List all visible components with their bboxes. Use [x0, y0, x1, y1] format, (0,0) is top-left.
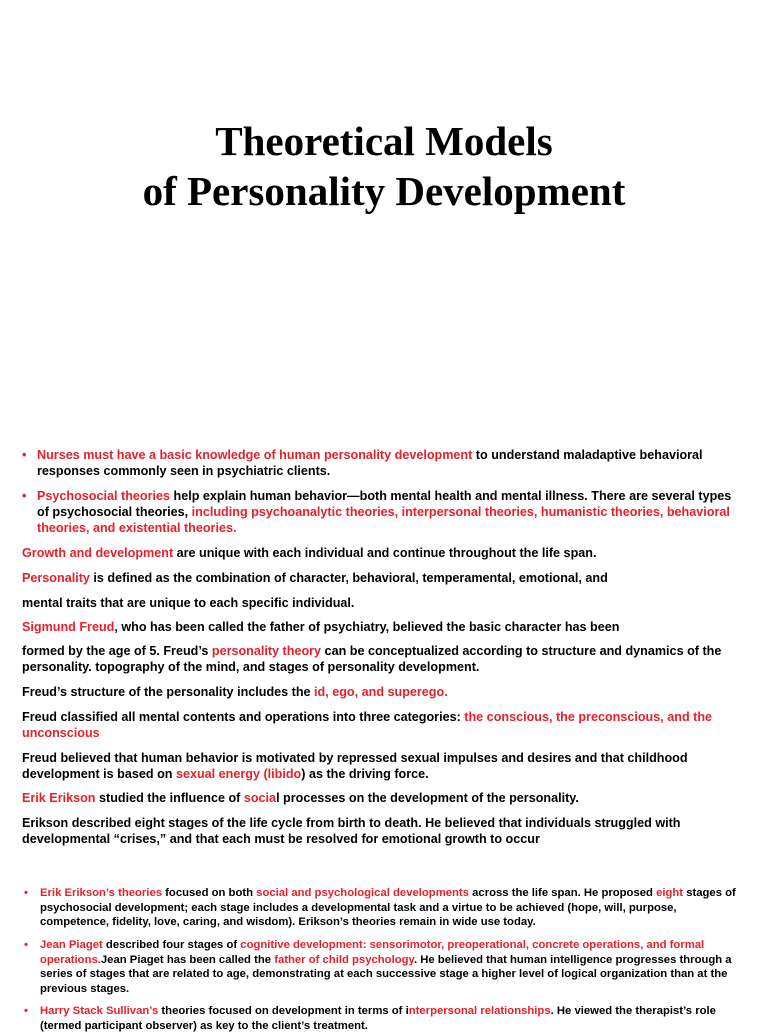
body-text: is defined as the combination of character, behavioral, temperamental, emotional, and	[89, 571, 608, 585]
highlight-text: social and psychological developments	[256, 887, 469, 899]
bullet-jean-piaget	[24, 938, 744, 996]
highlight-text: id, ego, and superego.	[314, 685, 448, 699]
highlight-text: Jean Piaget	[40, 939, 103, 951]
body-text: Erikson described eight stages of the life cycle from birth to death. He believed that individuals struggled with developmental “crises,” and that each must be resolved for emotional growth to occur	[22, 816, 681, 846]
body-text: theories focused on development in terms of i	[158, 1005, 409, 1017]
paragraph-freud-classified	[22, 709, 744, 741]
body-text: stages of psychosocial development; each stage includes a developmental task and a virtue to be achieved (hope, will, purpose, competence, fidelity, love, caring, and wisdom). Erikson’s theories remain in wide use today.	[40, 887, 736, 928]
page-title	[0, 116, 768, 216]
paragraph-freud-structure	[22, 684, 744, 700]
body-text: described four stages of	[102, 939, 241, 951]
body-text: , who has been called the father of psychiatry, believed the basic character has been	[114, 620, 620, 634]
highlight-text: eight	[656, 887, 684, 899]
paragraph-erik-erikson	[22, 790, 744, 806]
body-text: Freud believed that human behavior is motivated by repressed sexual impulses and desires and that childhood development is based on	[22, 751, 688, 781]
highlight-text: personality theory	[211, 644, 322, 658]
paragraph-erikson-description	[22, 815, 744, 847]
highlight-text: including psychoanalytic theories, interpersonal theories, humanistic theories, behavioral theories, and existential theories.	[37, 505, 730, 535]
body-text: Freud classified all mental contents and operations into three categories:	[22, 710, 465, 724]
highlight-text: father of child psychology	[274, 953, 414, 966]
highlight-text: Erik Erikson	[22, 791, 96, 805]
body-text: focused on both	[162, 887, 257, 899]
body-text: . He believed that human intelligence progresses through a series of stages that are related to age, demonstrating at each successive stage a higher level of logical organization than at the previous stages.	[40, 953, 732, 995]
bullet-harry-stack-sullivan	[24, 1004, 744, 1033]
highlight-text: Erik Erikson’s theories	[40, 887, 163, 899]
body-text: help explain human behavior—both mental health and mental illness. There are several types of psychosocial theories,	[37, 489, 732, 519]
body-text: studied the influence of	[95, 791, 244, 805]
title-line-2: of Personality Development	[142, 168, 626, 214]
highlight-text: Sigmund Freud	[22, 620, 115, 634]
highlight-text: nterpersonal relationships	[408, 1005, 551, 1017]
highlight-text: cognitive development: sensorimotor, preoperational, concrete operations, and formal operations.	[40, 939, 705, 966]
bullet-erikson-theories	[24, 886, 744, 930]
title-line-1: Theoretical Models	[215, 118, 553, 164]
body-text: to understand maladaptive behavioral responses commonly seen in psychiatric clients.	[37, 448, 703, 478]
body-text: ) as the driving force.	[301, 767, 429, 781]
paragraph-personality-line2	[22, 595, 744, 611]
paragraph-personality-line1	[22, 570, 744, 586]
bullet-psychosocial-theories	[22, 488, 744, 536]
highlight-text: Harry Stack Sullivan’s	[40, 1005, 159, 1017]
body-text: Jean Piaget has been called the	[100, 953, 275, 966]
body-text: can be conceptualized according to structure and dynamics of the personality. topography of the mind, and stages of personality development.	[22, 644, 722, 674]
paragraph-growth-development	[22, 545, 744, 561]
highlight-text: Psychosocial theories	[37, 489, 170, 503]
highlight-text: sexual energy (libido	[175, 767, 302, 781]
paragraph-freud-line2	[22, 643, 744, 675]
body-text: mental traits that are unique to each specific individual.	[22, 596, 355, 610]
bullet-nurses-knowledge	[22, 447, 744, 479]
highlight-text: socia	[243, 791, 277, 805]
highlight-text: Nurses must have a basic knowledge of human personality development	[37, 448, 473, 462]
body-text: Freud’s structure of the personality includes the	[22, 685, 315, 699]
body-text: . He viewed the therapist’s role (termed participant observer) as key to the client’s treatment.	[40, 1005, 716, 1032]
body-text: are unique with each individual and continue throughout the life span.	[173, 546, 597, 560]
highlight-text: Personality	[22, 571, 90, 585]
highlight-text: Growth and development	[22, 546, 174, 560]
highlight-text: the conscious, the preconscious, and the unconscious	[22, 710, 713, 740]
body-text: formed by the age of 5. Freud’s	[22, 644, 212, 658]
paragraph-freud-line1	[22, 619, 744, 635]
body-text: across the life span. He proposed	[468, 887, 657, 899]
paragraph-freud-believed	[22, 750, 744, 782]
body-text: l processes on the development of the personality.	[276, 791, 579, 805]
